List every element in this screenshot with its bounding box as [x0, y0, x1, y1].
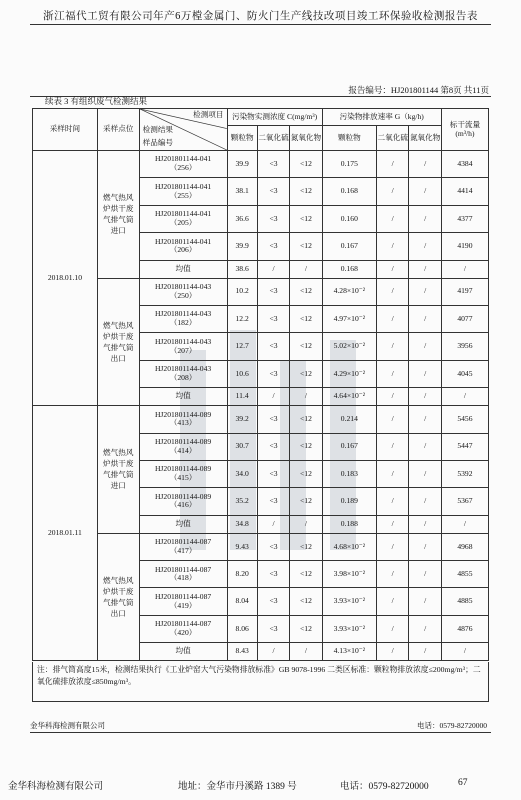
value-cell-pm: 35.2: [227, 488, 257, 515]
value-cell-flow: 4885: [441, 588, 488, 615]
average-cell-flow: /: [441, 260, 488, 278]
value-cell-g3: /: [409, 233, 441, 260]
value-cell-nox: <12: [290, 406, 322, 433]
bottom-address: 地址：金华市丹溪路 1389 号: [178, 782, 297, 792]
col-diagonal-header: [139, 109, 227, 151]
table-row: [33, 406, 489, 433]
sample-id-cell: HJ201801144-043 （182）: [139, 305, 227, 332]
value-cell-g2: /: [377, 561, 409, 588]
value-cell-so2: <3: [257, 460, 289, 487]
value-cell-g2: /: [377, 151, 409, 178]
value-cell-flow: 4190: [441, 233, 488, 260]
value-cell-g1: 3.93×10⁻²: [322, 615, 376, 642]
value-cell-so2: <3: [257, 615, 289, 642]
average-cell-so2: /: [257, 643, 289, 661]
value-cell-flow: 5456: [441, 406, 488, 433]
value-cell-g1: 4.97×10⁻²: [322, 305, 376, 332]
average-label: 均值: [139, 260, 227, 278]
value-cell-g3: /: [409, 178, 441, 205]
diag-item-label: 检测项目: [193, 110, 224, 119]
bottom-page-number: 67: [458, 778, 468, 788]
col-flow: 标干流量(m³/h): [441, 109, 488, 151]
sample-point-cell: 燃气热风炉烘干废气排气筒出口: [97, 533, 139, 661]
value-cell-g2: /: [377, 588, 409, 615]
bottom-company: 金华科海检测有限公司: [8, 782, 104, 792]
value-cell-g2: /: [377, 333, 409, 360]
value-cell-g1: 0.214: [322, 406, 376, 433]
average-cell-g3: /: [409, 388, 441, 406]
footer-company: 金华科海检测有限公司: [30, 721, 105, 730]
value-cell-so2: <3: [257, 488, 289, 515]
diag-result-label: 检测结果: [142, 125, 174, 134]
value-cell-flow: 3956: [441, 333, 488, 360]
value-cell-so2: <3: [257, 333, 289, 360]
col-pm: 颗粒物: [227, 126, 257, 151]
value-cell-nox: <12: [290, 233, 322, 260]
average-cell-g1: 4.13×10⁻²: [322, 643, 376, 661]
value-cell-so2: <3: [257, 406, 289, 433]
value-cell-nox: <12: [290, 151, 322, 178]
value-cell-pm: 10.2: [227, 278, 257, 305]
sample-id-cell: HJ201801144-089 （415）: [139, 460, 227, 487]
average-cell-g1: 4.64×10⁻²: [322, 388, 376, 406]
average-cell-g1: 0.188: [322, 515, 376, 533]
value-cell-nox: <12: [290, 305, 322, 332]
value-cell-g3: /: [409, 460, 441, 487]
value-cell-flow: 4855: [441, 561, 488, 588]
value-cell-g3: /: [409, 588, 441, 615]
value-cell-pm: 34.0: [227, 460, 257, 487]
col-nox: 氮氧化物: [290, 126, 322, 151]
sample-point-cell: 燃气热风炉烘干废气排气筒进口: [97, 406, 139, 534]
sample-id-cell: HJ201801144-089 （414）: [139, 433, 227, 460]
table-title: 续表 3 有组织废气检测结果: [45, 96, 148, 106]
value-cell-pm: 12.7: [227, 333, 257, 360]
value-cell-g3: /: [409, 615, 441, 642]
sample-id-cell: HJ201801144-041 （206）: [139, 233, 227, 260]
value-cell-so2: <3: [257, 588, 289, 615]
col-pm-rate: 颗粒物: [322, 126, 376, 151]
average-cell-g2: /: [377, 515, 409, 533]
value-cell-pm: 36.6: [227, 205, 257, 232]
value-cell-g3: /: [409, 278, 441, 305]
sample-date-cell: 2018.01.10: [33, 151, 98, 406]
value-cell-nox: <12: [290, 561, 322, 588]
value-cell-nox: <12: [290, 460, 322, 487]
table-note: 注：排气筒高度15米，检测结果执行《工业炉窑大气污染物排放标准》GB 9078-1996 二类区标准：颗粒物排放浓度≤200mg/m³；二氧化硫排放浓度≤850mg/m³。: [32, 662, 489, 702]
table-row: [33, 278, 489, 305]
sample-id-cell: HJ201801144-041 （205）: [139, 205, 227, 232]
value-cell-nox: <12: [290, 205, 322, 232]
average-cell-g3: /: [409, 643, 441, 661]
sample-point-cell: 燃气热风炉烘干废气排气筒出口: [97, 278, 139, 406]
value-cell-so2: <3: [257, 561, 289, 588]
value-cell-pm: 8.04: [227, 588, 257, 615]
value-cell-nox: <12: [290, 333, 322, 360]
sample-id-cell: HJ201801144-089 （416）: [139, 488, 227, 515]
value-cell-so2: <3: [257, 178, 289, 205]
value-cell-flow: 5392: [441, 460, 488, 487]
value-cell-pm: 8.20: [227, 561, 257, 588]
col-nox-rate: 氮氧化物: [409, 126, 441, 151]
value-cell-flow: 4197: [441, 278, 488, 305]
sample-id-cell: HJ201801144-043 （250）: [139, 278, 227, 305]
sample-point-cell: 燃气热风炉烘干废气排气筒进口: [97, 151, 139, 279]
value-cell-g1: 0.168: [322, 178, 376, 205]
value-cell-so2: <3: [257, 151, 289, 178]
value-cell-flow: 4968: [441, 533, 488, 560]
col-sample-time: 采样时间: [33, 109, 98, 151]
value-cell-g2: /: [377, 460, 409, 487]
sample-id-cell: HJ201801144-087 （420）: [139, 615, 227, 642]
value-cell-so2: <3: [257, 278, 289, 305]
value-cell-g2: /: [377, 488, 409, 515]
average-cell-flow: /: [441, 515, 488, 533]
sample-id-cell: HJ201801144-089 （413）: [139, 406, 227, 433]
average-cell-so2: /: [257, 388, 289, 406]
exhaust-gas-table: [32, 108, 489, 661]
value-cell-pm: 9.43: [227, 533, 257, 560]
average-cell-pm: 34.8: [227, 515, 257, 533]
value-cell-pm: 39.2: [227, 406, 257, 433]
average-cell-g2: /: [377, 643, 409, 661]
value-cell-nox: <12: [290, 488, 322, 515]
value-cell-g3: /: [409, 406, 441, 433]
average-cell-g3: /: [409, 515, 441, 533]
diag-sample-label: 样品编号: [142, 138, 174, 148]
value-cell-g3: /: [409, 561, 441, 588]
average-cell-g1: 0.168: [322, 260, 376, 278]
report-number: 报告编号：HJ201801144 第8页 共11页: [348, 85, 489, 95]
sample-date-cell: 2018.01.11: [33, 406, 98, 661]
value-cell-g2: /: [377, 305, 409, 332]
average-cell-pm: 8.43: [227, 643, 257, 661]
value-cell-nox: <12: [290, 615, 322, 642]
value-cell-g3: /: [409, 305, 441, 332]
average-cell-nox: /: [290, 260, 322, 278]
col-emission-rate: 污染物排放速率 G（kg/h): [322, 109, 441, 126]
sample-id-cell: HJ201801144-041 （255）: [139, 178, 227, 205]
average-cell-flow: /: [441, 643, 488, 661]
average-cell-g3: /: [409, 260, 441, 278]
value-cell-g1: 0.160: [322, 205, 376, 232]
sample-id-cell: HJ201801144-087 （417）: [139, 533, 227, 560]
average-label: 均值: [139, 515, 227, 533]
value-cell-pm: 8.06: [227, 615, 257, 642]
value-cell-g2: /: [377, 406, 409, 433]
value-cell-flow: 5367: [441, 488, 488, 515]
sample-id-cell: HJ201801144-043 （207）: [139, 333, 227, 360]
value-cell-g2: /: [377, 233, 409, 260]
value-cell-g3: /: [409, 205, 441, 232]
value-cell-nox: <12: [290, 533, 322, 560]
col-sample-point: 采样点位: [97, 109, 139, 151]
sample-id-cell: HJ201801144-043 （208）: [139, 360, 227, 387]
value-cell-g3: /: [409, 533, 441, 560]
average-cell-so2: /: [257, 515, 289, 533]
col-so2: 二氧化硫: [257, 126, 289, 151]
value-cell-pm: 10.6: [227, 360, 257, 387]
value-cell-nox: <12: [290, 433, 322, 460]
value-cell-pm: 30.7: [227, 433, 257, 460]
value-cell-nox: <12: [290, 178, 322, 205]
average-cell-nox: /: [290, 643, 322, 661]
col-concentration: 污染物实测浓度 C(mg/m³): [227, 109, 322, 126]
value-cell-g2: /: [377, 205, 409, 232]
value-cell-nox: <12: [290, 278, 322, 305]
average-cell-so2: /: [257, 260, 289, 278]
value-cell-so2: <3: [257, 533, 289, 560]
value-cell-g1: 0.167: [322, 233, 376, 260]
value-cell-g1: 4.28×10⁻²: [322, 278, 376, 305]
value-cell-nox: <12: [290, 588, 322, 615]
value-cell-g1: 3.98×10⁻²: [322, 561, 376, 588]
average-label: 均值: [139, 388, 227, 406]
value-cell-so2: <3: [257, 360, 289, 387]
value-cell-so2: <3: [257, 305, 289, 332]
value-cell-g3: /: [409, 488, 441, 515]
value-cell-pm: 12.2: [227, 305, 257, 332]
average-cell-nox: /: [290, 388, 322, 406]
sample-id-cell: HJ201801144-087 （419）: [139, 588, 227, 615]
value-cell-flow: 4045: [441, 360, 488, 387]
value-cell-g3: /: [409, 151, 441, 178]
col-so2-rate: 二氧化硫: [377, 126, 409, 151]
value-cell-so2: <3: [257, 233, 289, 260]
value-cell-g1: 4.68×10⁻²: [322, 533, 376, 560]
value-cell-flow: 4384: [441, 151, 488, 178]
average-cell-g2: /: [377, 388, 409, 406]
value-cell-g2: /: [377, 615, 409, 642]
table-row: [33, 533, 489, 560]
value-cell-g3: /: [409, 433, 441, 460]
value-cell-so2: <3: [257, 433, 289, 460]
average-cell-g2: /: [377, 260, 409, 278]
bottom-phone: 电话：0579-82720000: [340, 782, 429, 792]
average-cell-pm: 38.6: [227, 260, 257, 278]
footer-phone: 电话：0579-82720000: [417, 721, 487, 730]
value-cell-pm: 39.9: [227, 151, 257, 178]
header-rule: [30, 24, 491, 25]
value-cell-flow: 4377: [441, 205, 488, 232]
value-cell-g1: 0.175: [322, 151, 376, 178]
value-cell-flow: 4077: [441, 305, 488, 332]
value-cell-g1: 0.183: [322, 460, 376, 487]
average-cell-nox: /: [290, 515, 322, 533]
sample-id-cell: HJ201801144-041 （256）: [139, 151, 227, 178]
value-cell-pm: 38.1: [227, 178, 257, 205]
value-cell-g2: /: [377, 178, 409, 205]
value-cell-flow: 5447: [441, 433, 488, 460]
value-cell-g2: /: [377, 360, 409, 387]
value-cell-g1: 5.02×10⁻²: [322, 333, 376, 360]
average-label: 均值: [139, 643, 227, 661]
average-cell-flow: /: [441, 388, 488, 406]
value-cell-g1: 4.29×10⁻²: [322, 360, 376, 387]
table-body: [33, 151, 489, 661]
report-header-title: 浙江福代工贸有限公司年产6万樘金属门、防火门生产线技改项目竣工环保验收检测报告表: [43, 11, 478, 22]
value-cell-nox: <12: [290, 360, 322, 387]
value-cell-g1: 0.189: [322, 488, 376, 515]
value-cell-g3: /: [409, 333, 441, 360]
value-cell-g2: /: [377, 533, 409, 560]
value-cell-g1: 3.93×10⁻²: [322, 588, 376, 615]
value-cell-flow: 4876: [441, 615, 488, 642]
value-cell-g3: /: [409, 360, 441, 387]
value-cell-flow: 4414: [441, 178, 488, 205]
average-cell-pm: 11.4: [227, 388, 257, 406]
value-cell-so2: <3: [257, 205, 289, 232]
value-cell-g2: /: [377, 433, 409, 460]
table-row: [33, 151, 489, 178]
value-cell-g1: 0.167: [322, 433, 376, 460]
value-cell-g2: /: [377, 278, 409, 305]
footer-rule: [30, 732, 491, 733]
sample-id-cell: HJ201801144-087 （418）: [139, 561, 227, 588]
value-cell-pm: 39.9: [227, 233, 257, 260]
